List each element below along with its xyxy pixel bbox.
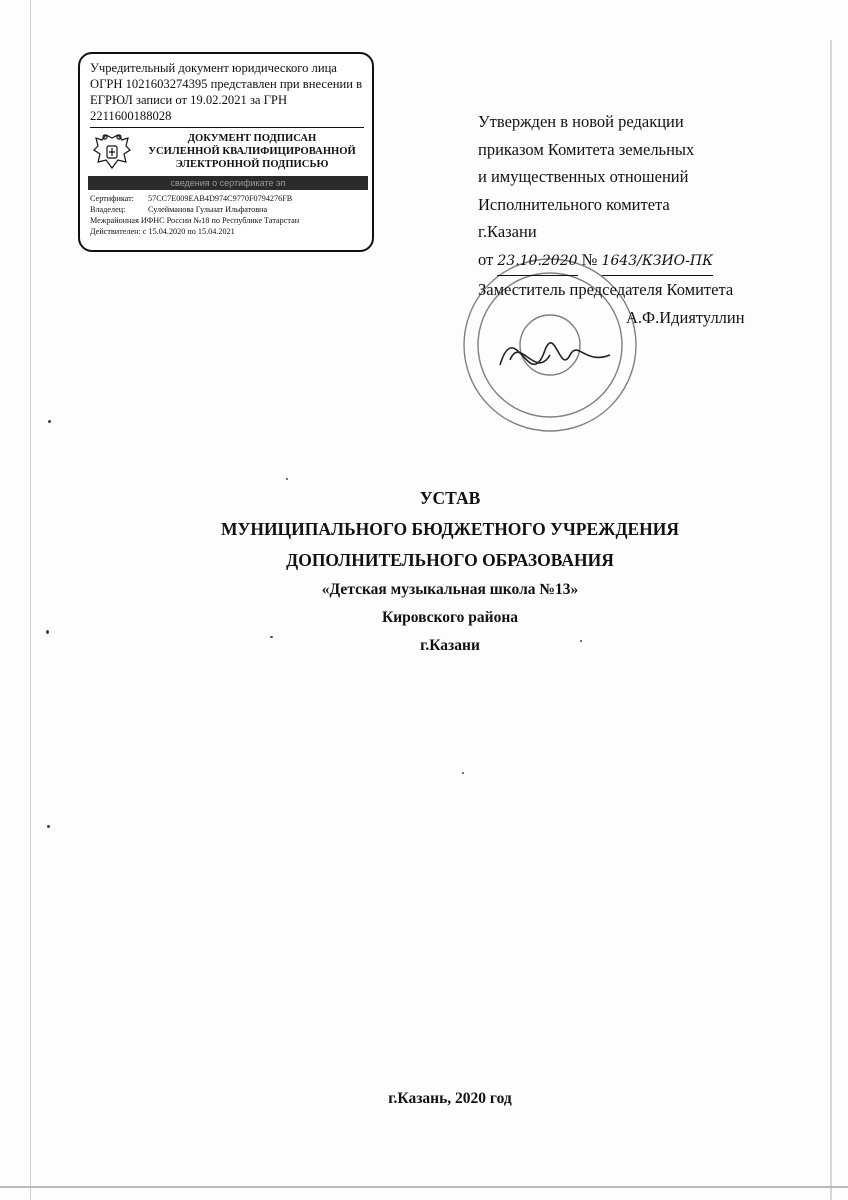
scan-edge-left [30,0,31,1200]
scan-speck [270,636,273,638]
place-and-year: г.Казань, 2020 год [388,1090,512,1107]
owner-label: Владелец: [90,205,126,214]
title-line: ДОПОЛНИТЕЛЬНОГО ОБРАЗОВАНИЯ [286,550,614,570]
certificate-label: Сертификат: [90,194,134,203]
date-prefix: от [478,249,494,269]
certificate-info-bar: сведения о сертификате эп [88,176,368,190]
signer-line [478,304,798,332]
signature-certificate-box [78,52,374,252]
approval-line: Заместитель председателя Комитета [478,280,734,299]
registration-text: Учредительный документ юридического лица ОГРН 1021603274395 представлен при внесении в ЕГРЮЛ записи от 19.02.2021 за ГРН 2211600188028 [90,61,363,123]
title-line: УСТАВ [419,488,481,508]
title-line: г.Казани [420,637,480,654]
approval-line: приказом Комитета земельных [478,139,695,159]
owner-row [90,204,364,215]
coat-of-arms-icon [90,132,134,172]
approval-line: Исполнительного комитета [478,194,670,214]
title-line: МУНИЦИПАЛЬНОГО БЮДЖЕТНОГО УЧРЕЖДЕНИЯ [220,519,680,539]
approval-line: г.Казани [478,222,537,241]
scan-speck [462,772,464,774]
scan-speck [286,478,288,480]
title-line: «Детская музыкальная школа №13» [321,581,579,598]
signature-title [140,132,364,171]
signer-name: А.Ф.Идиятуллин [626,307,745,327]
issuer-value: Межрайонная ИФНС России №18 по Республике Татарстан [90,216,300,225]
approval-block [478,108,798,331]
issuer-row [90,215,364,226]
scan-speck [48,420,51,423]
validity-label: Действителен: [90,227,141,236]
signature-title-line: ДОКУМЕНТ ПОДПИСАН [187,133,317,144]
validity-row [90,226,364,237]
certificate-row [90,193,364,204]
approval-order-line [478,246,798,277]
scan-edge-right [830,40,832,1200]
signature-title-line: ЭЛЕКТРОННОЙ ПОДПИСЬЮ [175,159,329,170]
approval-line: и имущественных отношений [478,167,689,186]
order-date: 23.10.2020 [497,248,577,277]
approval-line: Утвержден в новой редакции [478,112,684,131]
scan-speck [580,640,582,642]
number-prefix: № [581,249,598,269]
signature-header [90,127,364,172]
owner-value: Сулейманова Гульнат Ильфатовна [148,205,268,214]
title-line: Кировского района [381,609,519,626]
scan-edge-bottom [0,1186,848,1188]
signature-title-line: УСИЛЕННОЙ КВАЛИФИЦИРОВАННОЙ [148,146,356,157]
document-title [150,488,750,655]
validity-value: с 15.04.2020 по 15.04.2021 [142,227,235,236]
certificate-value: 57CC7E009EAB4D974C9770F0794276FB [148,194,293,203]
scan-speck [47,825,50,828]
order-number: 1643/КЗИО-ПК [602,248,713,277]
scan-speck [46,630,49,634]
